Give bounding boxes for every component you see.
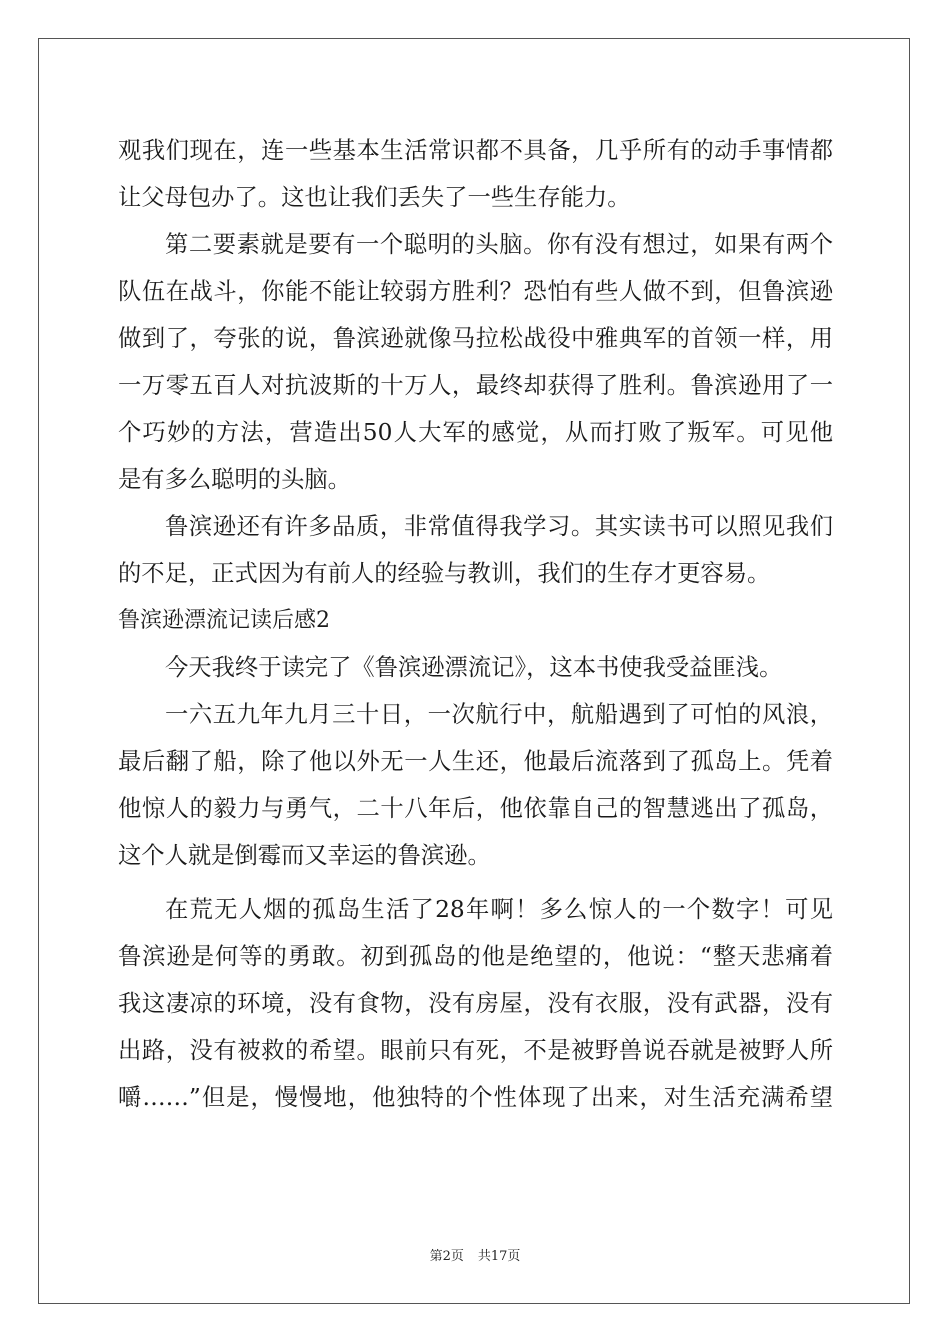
document-body [118,127,833,1121]
text-line: 今天我终于读完了《鲁滨逊漂流记》，这本书使我受益匪浅。 [165,654,783,681]
text-line: 我这凄凉的环境，没有食物，没有房屋，没有衣服，没有武器，没有 [118,990,833,1017]
text-line: 嚼……”但是，慢慢地，他独特的个性体现了出来，对生活充满希望 [118,1084,833,1111]
text-line: 做到了，夸张的说，鲁滨逊就像马拉松战役中雅典军的首领一样，用 [118,325,833,352]
page-total: 共17页 [477,1249,521,1264]
text-line: 观我们现在，连一些基本生活常识都不具备，几乎所有的动手事情都 [118,137,833,164]
text-line: 这个人就是倒霉而又幸运的鲁滨逊。 [118,842,491,869]
text-line: 最后翻了船，除了他以外无一人生还，他最后流落到了孤岛上。凭着 [118,748,833,775]
section-heading: 鲁滨逊漂流记读后感2 [118,608,330,633]
text-line: 鲁滨逊还有许多品质，非常值得我学习。其实读书可以照见我们 [165,513,833,540]
text-line: 是有多么聪明的头脑。 [118,466,351,493]
text-line: 一六五九年九月三十日，一次航行中，航船遇到了可怕的风浪， [165,701,833,728]
text-line: 鲁滨逊是何等的勇敢。初到孤岛的他是绝望的，他说：“整天悲痛着 [118,943,833,970]
text-line: 他惊人的毅力与勇气，二十八年后，他依靠自己的智慧逃出了孤岛， [118,795,833,822]
text-line: 一万零五百人对抗波斯的十万人，最终却获得了胜利。鲁滨逊用了一 [118,372,833,399]
page-footer [0,1245,950,1264]
text-line: 队伍在战斗，你能不能让较弱方胜利？恐怕有些人做不到，但鲁滨逊 [118,278,833,305]
text-line: 在荒无人烟的孤岛生活了28年啊！多么惊人的一个数字！可见 [165,896,833,923]
page-number: 第2页 [429,1249,464,1264]
text-line: 个巧妙的方法，营造出50人大军的感觉，从而打败了叛军。可见他 [118,419,833,446]
text-line: 的不足，正式因为有前人的经验与教训，我们的生存才更容易。 [118,560,771,587]
text-line: 第二要素就是要有一个聪明的头脑。你有没有想过，如果有两个 [165,231,833,258]
text-line: 让父母包办了。这也让我们丢失了一些生存能力。 [118,184,631,211]
text-line: 出路，没有被救的希望。眼前只有死，不是被野兽说吞就是被野人所 [118,1037,833,1064]
